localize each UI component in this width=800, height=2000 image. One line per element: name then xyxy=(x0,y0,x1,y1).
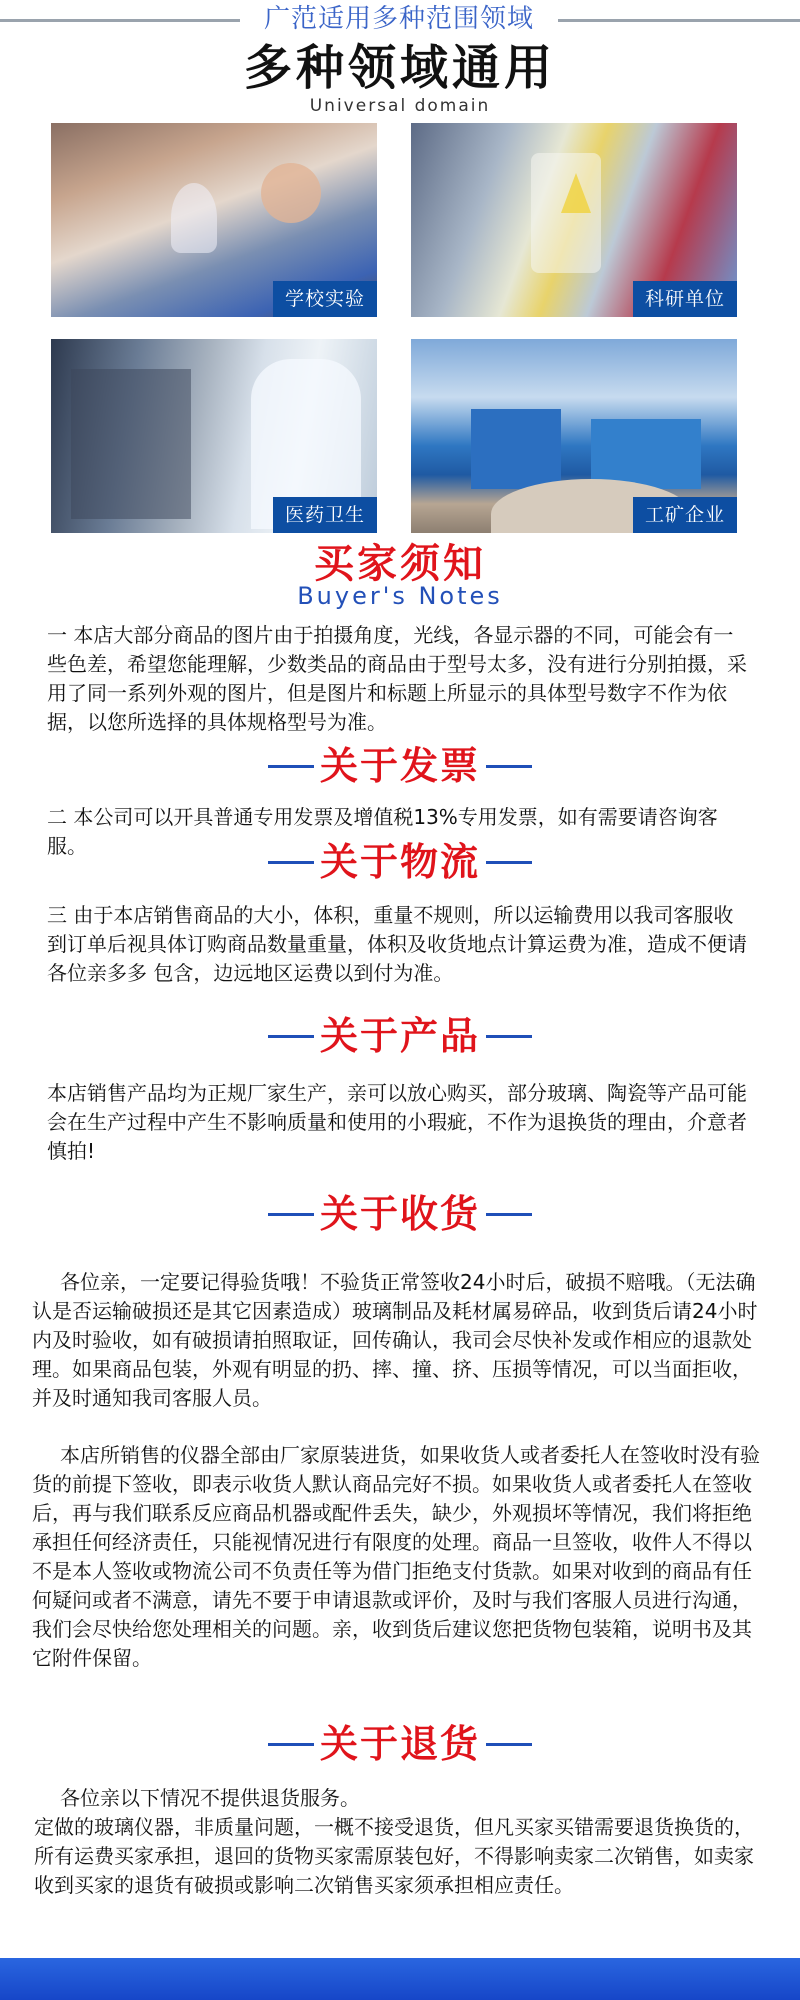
product-paragraph: 本店销售产品均为正规厂家生产，亲可以放心购买，部分玻璃、陶瓷等产品可能会在生产过程中产生不影响质量和使用的小瑕疵，不作为退换货的理由，介意者慎拍! xyxy=(47,1081,747,1163)
page-subtitle: Universal domain xyxy=(309,96,491,116)
photo-caption: 科研单位 xyxy=(633,281,737,317)
photo-caption: 工矿企业 xyxy=(633,497,737,533)
logistics-heading-text: 关于物流 xyxy=(319,840,480,884)
logistics-paragraph: 三 由于本店销售商品的大小，体积，重量不规则，所以运输费用以我司客服收到订单后视具体订购商品数量重量，体积及收货地点计算运费为准，造成不便请各位亲多多 包含，边远地区运费以到付为准。 xyxy=(47,903,747,985)
photo-research-unit xyxy=(411,123,737,317)
tagline-rule-right xyxy=(558,19,800,22)
returns-paragraph-1: 各位亲以下情况不提供退货服务。 xyxy=(60,1786,360,1810)
bottom-bar xyxy=(0,1958,800,2000)
beaker-shape xyxy=(531,153,601,273)
photo-caption: 医药卫生 xyxy=(273,497,377,533)
invoice-paragraph: 二 本公司可以开具普通专用发票及增值税13%专用发票，如有需要请咨询客服。 xyxy=(47,805,718,858)
invoice-heading xyxy=(0,742,800,790)
notes-paragraph: 一 本店大部分商品的图片由于拍摄角度，光线，各显示器的不同，可能会有一些色差，希望您能理解，少数类品的商品由于型号太多，没有进行分别拍摄，采用了同一系列外观的图片，但是图片和标题上所显示的具体型号数字不作为依据，以您所选择的具体规格型号为准。 xyxy=(47,623,747,734)
silo-shape xyxy=(471,409,561,489)
child-face-shape xyxy=(261,163,321,223)
receipt-heading xyxy=(0,1190,800,1238)
notes-title: 买家须知 xyxy=(314,541,486,587)
page-title: 多种领域通用 xyxy=(243,40,556,96)
machinery-shape xyxy=(71,369,191,519)
tagline-text: 广范适用多种范围领域 xyxy=(263,4,534,34)
receipt-paragraph-2: 本店所销售的仪器全部由厂家原装进货，如果收货人或者委托人在签收时没有验货的前提下签收，即表示收货人默认商品完好不损。如果收货人或者委托人在签收后，再与我们联系反应商品机器或配件丢失，缺少，外观损坏等情况，我们将拒绝承担任何经济责任，只能视情况进行有限度的处理。商品一旦签收，收件人不得以不是本人签收或物流公司不负责任等为借门拒绝支付货款。如果对收到的商品有任何疑问或者不满意，请先不要于申请退款或评价，及时与我们客服人员进行沟通，我们会尽快给您处理相关的问题。亲，收到货后建议您把货物包装箱，说明书及其它附件保留。 xyxy=(32,1443,760,1670)
photo-medical-health xyxy=(51,339,377,533)
photo-caption: 学校实验 xyxy=(273,281,377,317)
returns-paragraph-2: 定做的玻璃仪器，非质量问题，一概不接受退货，但凡买家买错需要退货换货的，所有运费买家承担，退回的货物买家需原装包好，不得影响卖家二次销售，如卖家收到买家的退货有破损或影响二次销售买家须承担相应责任。 xyxy=(34,1815,754,1897)
returns-heading xyxy=(0,1720,800,1768)
logistics-heading xyxy=(0,838,800,886)
tagline-rule-left xyxy=(0,19,240,22)
product-heading xyxy=(0,1012,800,1060)
photo-industrial-mining xyxy=(411,339,737,533)
photo-school-lab xyxy=(51,123,377,317)
notes-subtitle: Buyer's Notes xyxy=(297,582,503,610)
flask-shape xyxy=(171,183,217,253)
invoice-heading-text: 关于发票 xyxy=(319,744,480,788)
receipt-heading-text: 关于收货 xyxy=(319,1192,480,1236)
product-heading-text: 关于产品 xyxy=(319,1014,480,1058)
receipt-paragraph-1: 各位亲，一定要记得验货哦！不验货正常签收24小时后，破损不赔哦。（无法确认是否运输破损还是其它因素造成）玻璃制品及耗材属易碎品，收到货后请24小时内及时验收，如有破损请拍照取证，回传确认，我司会尽快补发或作相应的退款处理。如果商品包装，外观有明显的扔、摔、撞、挤、压损等情况，可以当面拒收，并及时通知我司客服人员。 xyxy=(32,1270,758,1410)
top-tagline xyxy=(0,4,800,34)
returns-heading-text: 关于退货 xyxy=(319,1722,480,1766)
